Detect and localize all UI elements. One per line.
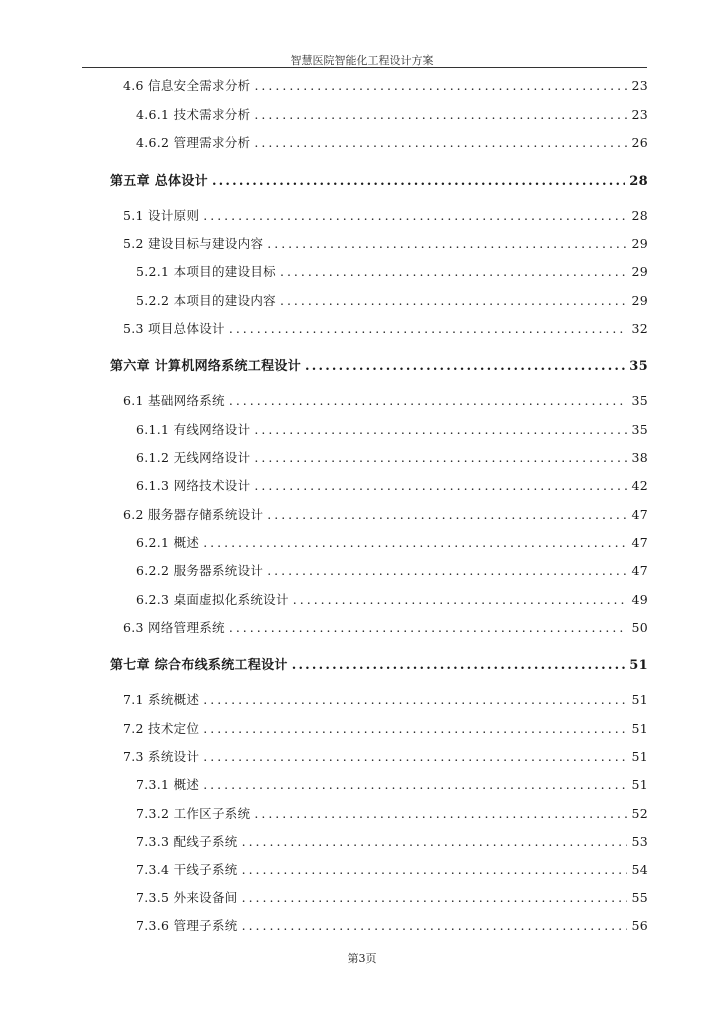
toc-entry-label: 6.2.3 桌面虚拟化系统设计 <box>136 592 289 607</box>
toc-leader-dots <box>212 174 625 189</box>
toc-entry-label: 4.6.2 管理需求分析 <box>136 135 251 150</box>
toc-leader-dots <box>203 208 627 223</box>
toc-entry[interactable] <box>136 832 648 850</box>
toc-page-number: 42 <box>631 478 648 493</box>
toc-page-number: 38 <box>631 450 648 465</box>
toc-leader-dots <box>254 135 627 150</box>
toc-leader-dots <box>254 422 627 437</box>
toc-page-number: 53 <box>631 834 648 849</box>
toc-page-number: 35 <box>631 393 648 408</box>
toc-entry-label: 5.3 项目总体设计 <box>123 321 225 336</box>
toc-leader-dots <box>254 450 627 465</box>
toc-chapter-entry[interactable] <box>110 170 648 189</box>
toc-page-number: 23 <box>631 107 648 122</box>
toc-page-number: 52 <box>631 806 648 821</box>
toc-leader-dots <box>254 107 627 122</box>
toc-leader-dots <box>203 535 627 550</box>
toc-leader-dots <box>242 918 628 933</box>
toc-page-number: 51 <box>631 692 648 707</box>
toc-entry-label: 7.3.4 干线子系统 <box>136 862 238 877</box>
toc-leader-dots <box>229 393 628 408</box>
toc-entry[interactable] <box>136 888 648 906</box>
toc-page-number: 54 <box>631 862 648 877</box>
toc-entry[interactable] <box>123 391 648 409</box>
toc-leader-dots <box>254 806 627 821</box>
toc-entry[interactable] <box>136 561 648 579</box>
toc-entry-label: 6.1 基础网络系统 <box>123 393 225 408</box>
toc-entry-label: 6.2 服务器存储系统设计 <box>123 507 264 522</box>
toc-page-number: 29 <box>631 236 648 251</box>
toc-page-number: 51 <box>629 658 648 673</box>
toc-entry[interactable] <box>136 476 648 494</box>
toc-page-number: 55 <box>631 890 648 905</box>
toc-entry[interactable] <box>123 319 648 337</box>
toc-entry-label: 7.3 系统设计 <box>123 749 200 764</box>
toc-leader-dots <box>292 658 626 673</box>
toc-entry-label: 第六章 计算机网络系统工程设计 <box>110 359 302 374</box>
toc-page-number: 47 <box>631 563 648 578</box>
toc-entry[interactable] <box>123 76 648 94</box>
toc-entry[interactable] <box>123 719 648 737</box>
toc-entry-label: 7.1 系统概述 <box>123 692 200 707</box>
toc-page-number: 28 <box>629 174 648 189</box>
toc-page-number: 32 <box>631 321 648 336</box>
toc-leader-dots <box>267 236 627 251</box>
toc-entry[interactable] <box>136 105 648 123</box>
toc-page-number: 28 <box>631 208 648 223</box>
toc-leader-dots <box>267 507 627 522</box>
toc-page-number: 51 <box>631 777 648 792</box>
toc-entry-label: 6.2.1 概述 <box>136 535 200 550</box>
toc-leader-dots <box>203 721 627 736</box>
toc-entry[interactable] <box>123 747 648 765</box>
toc-page-number: 23 <box>631 78 648 93</box>
toc-entry-label: 7.3.5 外来设备间 <box>136 890 238 905</box>
toc-page-number: 51 <box>631 721 648 736</box>
toc-chapter-entry[interactable] <box>110 654 648 673</box>
toc-entry-label: 6.1.1 有线网络设计 <box>136 422 251 437</box>
toc-leader-dots <box>305 359 625 374</box>
toc-page-number: 51 <box>631 749 648 764</box>
toc-leader-dots <box>267 563 627 578</box>
toc-entry[interactable] <box>136 448 648 466</box>
toc-entry-label: 5.2.2 本项目的建设内容 <box>136 293 276 308</box>
toc-leader-dots <box>242 862 628 877</box>
toc-page-number: 56 <box>631 918 648 933</box>
toc-page-number: 29 <box>631 264 648 279</box>
toc-entry-label: 5.2 建设目标与建设内容 <box>123 236 264 251</box>
toc-leader-dots <box>254 78 627 93</box>
toc-entry-label: 6.1.3 网络技术设计 <box>136 478 251 493</box>
toc-page-number: 26 <box>631 135 648 150</box>
toc-page-number: 47 <box>631 507 648 522</box>
toc-page-number: 49 <box>631 592 648 607</box>
toc-entry[interactable] <box>136 804 648 822</box>
toc-entry[interactable] <box>136 291 648 309</box>
toc-entry[interactable] <box>136 533 648 551</box>
toc-page-number: 35 <box>631 422 648 437</box>
toc-entry-label: 7.3.2 工作区子系统 <box>136 806 251 821</box>
toc-page-number: 50 <box>631 620 648 635</box>
toc-entry[interactable] <box>136 262 648 280</box>
toc-entry-label: 4.6 信息安全需求分析 <box>123 78 251 93</box>
toc-leader-dots <box>229 321 628 336</box>
toc-leader-dots <box>242 890 628 905</box>
toc-entry[interactable] <box>136 133 648 151</box>
toc-entry[interactable] <box>136 860 648 878</box>
toc-entry-label: 7.3.3 配线子系统 <box>136 834 238 849</box>
page-footer-number: 第3页 <box>347 952 377 965</box>
toc-entry[interactable] <box>123 618 648 636</box>
toc-entry[interactable] <box>123 206 648 224</box>
toc-entry-label: 6.2.2 服务器系统设计 <box>136 563 264 578</box>
toc-leader-dots <box>203 692 627 707</box>
toc-page-number: 47 <box>631 535 648 550</box>
toc-page-number: 29 <box>631 293 648 308</box>
toc-entry-label: 6.1.2 无线网络设计 <box>136 450 251 465</box>
toc-entry-label: 第七章 综合布线系统工程设计 <box>110 658 288 673</box>
toc-entry-label: 7.2 技术定位 <box>123 721 200 736</box>
toc-leader-dots <box>203 749 627 764</box>
toc-entry[interactable] <box>123 234 648 252</box>
toc-leader-dots <box>242 834 628 849</box>
toc-entry-label: 5.2.1 本项目的建设目标 <box>136 264 276 279</box>
header-divider <box>82 67 647 68</box>
toc-leader-dots <box>203 777 627 792</box>
toc-page-number: 35 <box>629 359 648 374</box>
toc-leader-dots <box>293 592 628 607</box>
toc-entry-label: 7.3.1 概述 <box>136 777 200 792</box>
toc-entry[interactable] <box>123 505 648 523</box>
toc-entry-label: 6.3 网络管理系统 <box>123 620 225 635</box>
toc-leader-dots <box>254 478 627 493</box>
toc-entry[interactable] <box>136 590 648 608</box>
toc-entry-label: 第五章 总体设计 <box>110 174 208 189</box>
toc-chapter-entry[interactable] <box>110 355 648 374</box>
toc-entry-label: 7.3.6 管理子系统 <box>136 918 238 933</box>
toc-entry-label: 4.6.1 技术需求分析 <box>136 107 251 122</box>
toc-entry[interactable] <box>123 690 648 708</box>
toc-leader-dots <box>280 293 628 308</box>
running-header: 智慧医院智能化工程设计方案 <box>290 54 434 67</box>
toc-leader-dots <box>280 264 628 279</box>
toc-entry-label: 5.1 设计原则 <box>123 208 200 223</box>
toc-entry[interactable] <box>136 420 648 438</box>
toc-leader-dots <box>229 620 628 635</box>
toc-entry[interactable] <box>136 775 648 793</box>
toc-entry[interactable] <box>136 916 648 934</box>
